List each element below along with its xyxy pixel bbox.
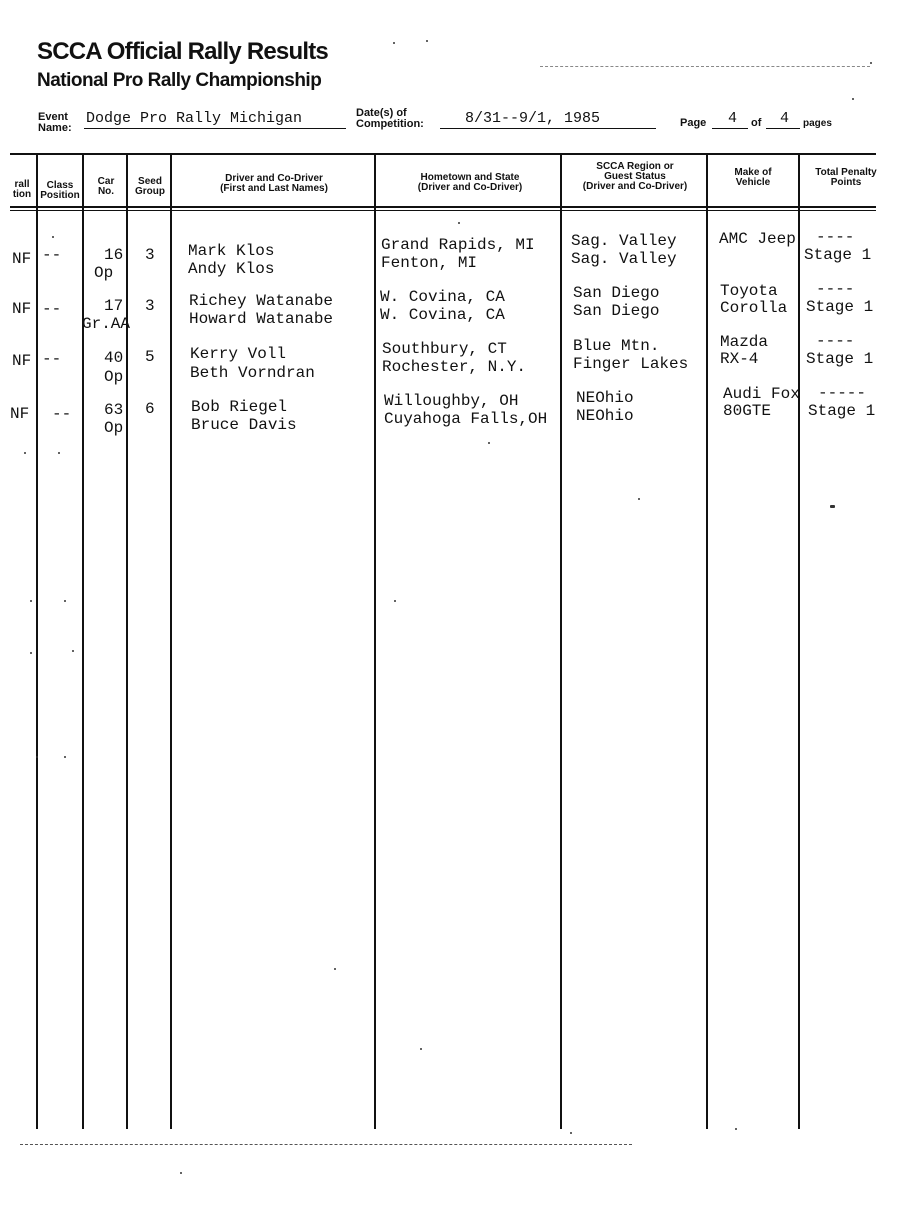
row4-make1: Audi Fox xyxy=(723,385,800,403)
col-header-car-no: Car No. xyxy=(97,176,115,197)
date-underline xyxy=(440,128,656,129)
row3-seed: 5 xyxy=(145,348,155,366)
row3-hometown1: Southbury, CT xyxy=(382,340,507,358)
scan-speck xyxy=(58,452,60,454)
col-header-overall: rall tion xyxy=(12,179,32,200)
scan-speck xyxy=(72,650,74,652)
row4-hometown2: Cuyahoga Falls,OH xyxy=(384,410,548,428)
scan-speck xyxy=(24,452,26,454)
row4-region1: NEOhio xyxy=(576,389,634,407)
row4-region2: NEOhio xyxy=(576,407,634,425)
row4-car-class: Op xyxy=(104,419,124,437)
row2-car-class: Gr.AA xyxy=(82,315,131,333)
scan-speck xyxy=(638,498,640,500)
scan-speck xyxy=(180,1172,182,1174)
row1-hometown2: Fenton, MI xyxy=(381,254,478,272)
row3-overall: NF xyxy=(12,352,32,370)
table-top-rule xyxy=(10,153,876,155)
col-header-hometown: Hometown and State (Driver and Co-Driver) xyxy=(417,172,523,193)
scan-speck xyxy=(30,652,32,654)
row2-hometown1: W. Covina, CA xyxy=(380,288,505,306)
date-label: Date(s) of Competition: xyxy=(356,107,424,130)
scan-speck xyxy=(735,1128,737,1130)
event-name: Dodge Pro Rally Michigan xyxy=(86,110,303,127)
col-header-seed-group: Seed Group xyxy=(135,176,165,197)
row2-penalty1: ---- xyxy=(816,280,855,298)
row2-make1: Toyota xyxy=(720,282,778,300)
row2-make2: Corolla xyxy=(720,299,788,317)
col-rule-6 xyxy=(560,154,562,1129)
scan-speck xyxy=(488,442,490,444)
scan-speck xyxy=(36,756,38,758)
scan-speck xyxy=(830,505,835,508)
col-header-penalty: Total Penalty Points xyxy=(815,167,877,188)
row1-region1: Sag. Valley xyxy=(571,232,677,250)
row4-make2: 80GTE xyxy=(723,402,772,420)
row4-seed: 6 xyxy=(145,400,155,418)
row4-codriver: Bruce Davis xyxy=(191,416,297,434)
row1-car-class: Op xyxy=(94,264,114,282)
of-label: of xyxy=(751,117,762,129)
col-rule-5 xyxy=(374,154,376,1129)
scan-speck xyxy=(870,62,872,64)
col-header-driver: Driver and Co-Driver (First and Last Names) xyxy=(220,173,328,194)
scan-speck xyxy=(426,40,428,42)
scan-speck xyxy=(64,600,66,602)
scan-speck xyxy=(458,222,460,224)
row1-codriver: Andy Klos xyxy=(188,260,275,278)
scan-speck xyxy=(334,968,336,970)
row3-region1: Blue Mtn. xyxy=(573,337,660,355)
row2-codriver: Howard Watanabe xyxy=(189,310,334,328)
page-total-underline xyxy=(766,128,800,129)
row4-overall: NF xyxy=(10,405,30,423)
row1-make1: AMC Jeep xyxy=(719,230,796,248)
col-header-region: SCCA Region or Guest Status (Driver and Co-Driver) xyxy=(582,161,688,192)
row4-driver: Bob Riegel xyxy=(191,398,288,416)
scan-speck xyxy=(393,42,395,44)
row3-make1: Mazda xyxy=(720,333,769,351)
table-header-rule xyxy=(10,206,876,208)
row2-overall: NF xyxy=(12,300,32,318)
col-rule-3 xyxy=(126,154,128,1129)
pages-label: pages xyxy=(803,118,832,129)
top-dashed-rule xyxy=(540,66,870,67)
scan-speck xyxy=(570,1132,572,1134)
col-rule-1 xyxy=(36,154,38,1129)
row2-seed: 3 xyxy=(145,297,155,315)
row3-driver: Kerry Voll xyxy=(190,345,287,363)
page-number: 4 xyxy=(728,110,738,127)
row1-region2: Sag. Valley xyxy=(571,250,677,268)
row1-overall: NF xyxy=(12,250,32,268)
row4-hometown1: Willoughby, OH xyxy=(384,392,519,410)
row1-penalty2: Stage 1 xyxy=(804,246,872,264)
scan-speck xyxy=(52,236,54,238)
row2-class-position: -- xyxy=(42,300,62,318)
row1-hometown1: Grand Rapids, MI xyxy=(381,236,535,254)
row4-penalty2: Stage 1 xyxy=(808,402,876,420)
col-rule-8 xyxy=(798,154,800,1129)
event-underline xyxy=(84,128,346,129)
row3-make2: RX-4 xyxy=(720,350,759,368)
row1-penalty1: ---- xyxy=(816,228,855,246)
table-header-rule-2 xyxy=(10,210,876,211)
row4-car-no: 63 xyxy=(104,401,124,419)
row3-region2: Finger Lakes xyxy=(573,355,689,373)
page-label: Page xyxy=(680,117,707,129)
page-total: 4 xyxy=(780,110,790,127)
document-title: SCCA Official Rally Results xyxy=(37,38,328,65)
col-header-make: Make of Vehicle xyxy=(734,167,772,188)
row1-driver: Mark Klos xyxy=(188,242,275,260)
row3-penalty1: ---- xyxy=(816,332,855,350)
row3-class-position: -- xyxy=(42,350,62,368)
col-rule-7 xyxy=(706,154,708,1129)
col-rule-2 xyxy=(82,154,84,1129)
bottom-dashed-rule xyxy=(20,1144,632,1145)
scan-speck xyxy=(30,600,32,602)
row3-car-class: Op xyxy=(104,368,124,386)
row3-hometown2: Rochester, N.Y. xyxy=(382,358,527,376)
row1-seed: 3 xyxy=(145,246,155,264)
row2-region2: San Diego xyxy=(573,302,660,320)
row1-class-position: -- xyxy=(42,246,62,264)
document-subtitle: National Pro Rally Championship xyxy=(37,70,322,91)
event-label: Event Name: xyxy=(38,111,72,134)
page-underline xyxy=(712,128,748,129)
row2-car-no: 17 xyxy=(104,297,124,315)
scan-speck xyxy=(64,756,66,758)
row2-penalty2: Stage 1 xyxy=(806,298,874,316)
row2-hometown2: W. Covina, CA xyxy=(380,306,505,324)
scan-speck xyxy=(420,1048,422,1050)
row3-codriver: Beth Vorndran xyxy=(190,364,315,382)
row3-car-no: 40 xyxy=(104,349,124,367)
row3-penalty2: Stage 1 xyxy=(806,350,874,368)
row2-region1: San Diego xyxy=(573,284,660,302)
col-header-class-position: Class Position xyxy=(40,180,80,201)
row1-car-no: 16 xyxy=(104,246,124,264)
scan-speck xyxy=(394,600,396,602)
date-value: 8/31--9/1, 1985 xyxy=(465,110,601,127)
col-rule-4 xyxy=(170,154,172,1129)
row4-penalty1: ----- xyxy=(818,384,867,402)
row4-class-position: -- xyxy=(52,405,72,423)
scan-speck xyxy=(852,98,854,100)
row2-driver: Richey Watanabe xyxy=(189,292,334,310)
